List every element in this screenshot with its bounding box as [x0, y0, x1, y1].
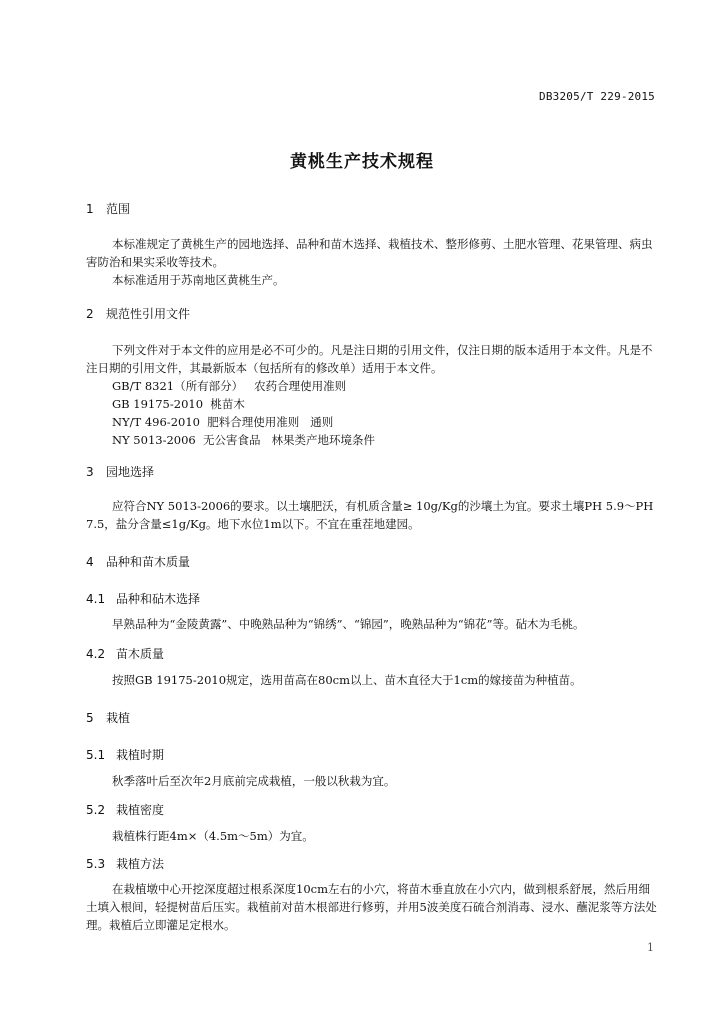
section-5-3-body	[86, 880, 658, 934]
section-4-1-body	[86, 615, 658, 633]
paragraph: 栽植株行距4m×（4.5m～5m）为宜。	[112, 829, 314, 843]
section-heading-4-1: 4.1 品种和砧木选择	[86, 592, 201, 606]
paragraph: 本标准规定了黄桃生产的园地选择、品种和苗木选择、栽植技术、整形修剪、土肥水管理、花果管理、病虫害防治和果实采收等技术。	[86, 237, 653, 269]
section-4-2-body	[86, 671, 658, 689]
document-code: DB3205/T 229-2015	[539, 90, 655, 103]
section-heading-5-3: 5.3 栽植方法	[86, 857, 165, 871]
section-heading-1: 1 范围	[86, 202, 131, 216]
reference-item: NY 5013-2006 无公害食品 林果类产地环境条件	[112, 433, 376, 447]
section-1-body	[86, 235, 658, 289]
paragraph: 下列文件对于本文件的应用是必不可少的。凡是注日期的引用文件，仅注日期的版本适用于本文件。凡是不注日期的引用文件，其最新版本（包括所有的修改单）适用于本文件。	[86, 343, 653, 375]
paragraph: 应符合NY 5013-2006的要求。以土壤肥沃，有机质含量≥ 10g/Kg的沙壤土为宜。要求土壤PH 5.9～PH 7.5，盐分含量≤1g/Kg。地下水位1m以下。不宜在重茬地建园。	[86, 499, 654, 531]
paragraph: 秋季落叶后至次年2月底前完成栽植，一般以秋栽为宜。	[112, 774, 396, 788]
document-title: 黄桃生产技术规程	[290, 152, 434, 172]
section-5-2-body	[86, 827, 658, 845]
section-5-1-body	[86, 772, 658, 790]
section-heading-5-2: 5.2 栽植密度	[86, 803, 165, 817]
section-heading-4: 4 品种和苗木质量	[86, 555, 191, 569]
section-heading-3: 3 园地选择	[86, 465, 155, 479]
paragraph: 在栽植墩中心开挖深度超过根系深度10cm左右的小穴，将苗木垂直放在小穴内，做到根系舒展，然后用细土填入根间，轻提树苗后压实。栽植前对苗木根部进行修剪，并用5波美度石硫合剂消毒、浸水、蘸泥浆等方法处理。栽植后立即灌足定根水。	[86, 882, 657, 932]
section-heading-4-2: 4.2 苗木质量	[86, 647, 165, 661]
reference-item: GB/T 8321（所有部分） 农药合理使用准则	[112, 379, 347, 393]
section-heading-5-1: 5.1 栽植时期	[86, 748, 165, 762]
section-2-body	[86, 341, 658, 449]
reference-item: GB 19175-2010 桃苗木	[112, 397, 245, 411]
section-heading-2: 2 规范性引用文件	[86, 307, 191, 321]
reference-item: NY/T 496-2010 肥料合理使用准则 通则	[112, 415, 334, 429]
paragraph: 早熟品种为“金陵黄露”、中晚熟品种为“锦绣”、“锦园”，晚熟品种为“锦花”等。砧木为毛桃。	[112, 617, 585, 631]
page-number: 1	[647, 941, 654, 954]
paragraph: 按照GB 19175-2010规定，选用苗高在80cm以上、苗木直径大于1cm的嫁接苗为种植苗。	[112, 673, 582, 687]
section-heading-5: 5 栽植	[86, 711, 131, 725]
section-3-body	[86, 497, 658, 533]
paragraph: 本标准适用于苏南地区黄桃生产。	[112, 273, 285, 287]
